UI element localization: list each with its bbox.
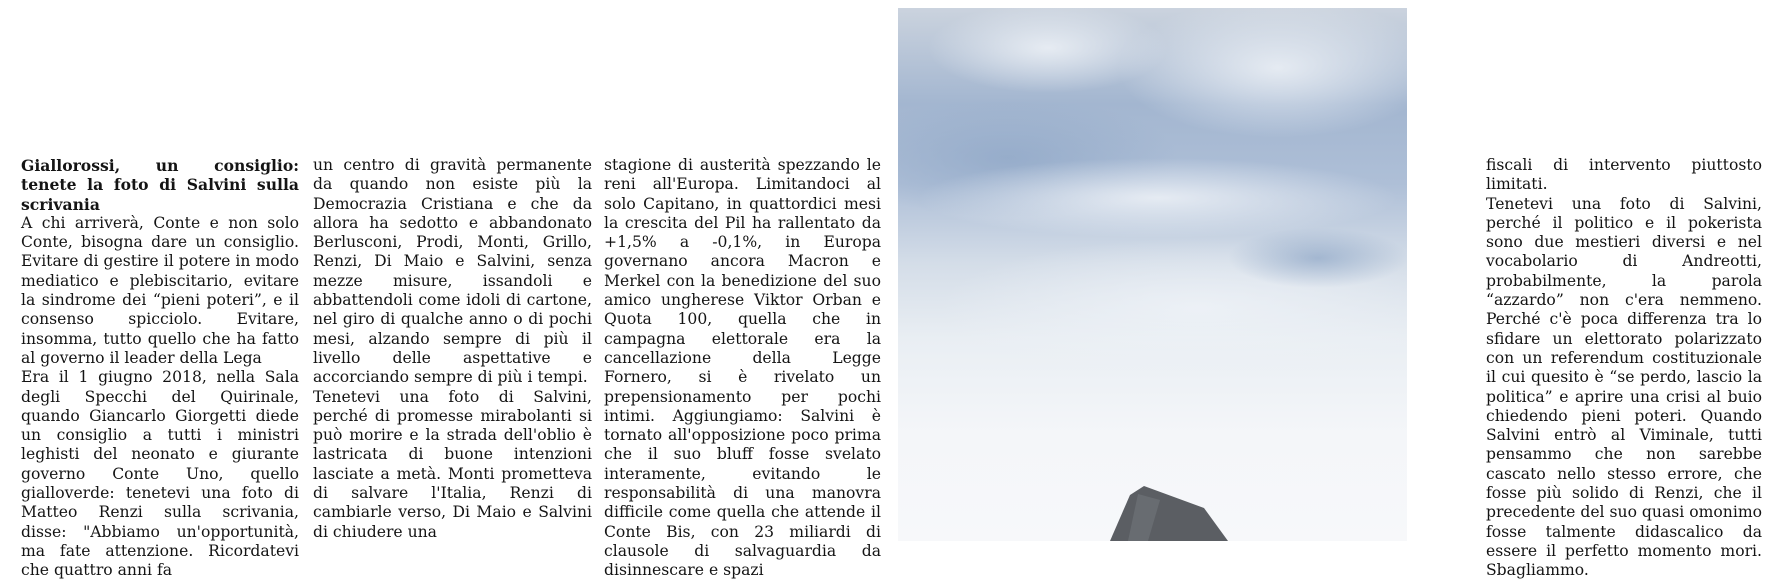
article-standfirst: A chi arriverà, Conte e non solo Conte, bisogna dare un consiglio. Evitare di gestire il potere in modo mediatico e plebiscitario, evitare la sindrome dei “pieni poteri”, e il consenso spicciolo. Evitare, insomma, tutto quello che ha fatto al governo il leader della Lega: [21, 213, 299, 367]
article-column-1: [21, 156, 299, 581]
article-paragraph: Tenetevi una foto di Salvini, perché di promesse mirabolanti si può morire e la strada dell'oblio è lastricata di buone intenzioni lasciate a metà. Monti prometteva di salvare l'Italia, Renzi di cambiarle verso, Di Maio e Salvini di chiudere una: [313, 387, 592, 541]
roof-silhouette: [1110, 486, 1228, 541]
article-paragraph: Era il 1 giugno 2018, nella Sala degli Specchi del Quirinale, quando Giancarlo Giorgetti diede un consiglio a tutti i ministri leghisti del neonato e giurante governo Conte Uno, quello gialloverde: tenetevi una foto di Matteo Renzi sulla scrivania, disse: "Abbiamo un'opportunità, ma fate attenzione. Ricordatevi che quattro anni fa: [21, 368, 299, 580]
article-paragraph: un centro di gravità permanente da quando non esiste più la Democrazia Cristiana e che da allora ha sedotto e abbandonato Berlusconi, Prodi, Monti, Grillo, Renzi, Di Maio e Salvini, senza mezze misure, issandoli e abbattendoli come idoli di cartone, nel giro di qualche anno o di pochi mesi, alzando sempre di più il livello delle aspettative e accorciando sempre di più i tempi.: [313, 156, 592, 387]
article-headline: Giallorossi, un consiglio: tenete la foto di Salvini sulla scrivania: [21, 156, 299, 214]
sky-and-roof-photo: [898, 8, 1407, 541]
article-photo: [898, 8, 1407, 541]
article-column-2: [313, 156, 592, 542]
article-column-4: [1486, 156, 1762, 581]
article-column-3: [604, 156, 881, 581]
article-paragraph: stagione di austerità spezzando le reni all'Europa. Limitandoci al solo Capitano, in quattordici mesi la crescita del Pil ha rallentato da +1,5% a -0,1%, in Europa governano ancora Macron e Merkel con la benedizione del suo amico ungherese Viktor Orban e Quota 100, quella che in campagna elettorale era la cancellazione della Legge Fornero, si è rivelato un prepensionamento per pochi intimi. Aggiungiamo: Salvini è tornato all'opposizione poco prima che il suo bluff fosse svelato interamente, evitando le responsabilità di una manovra difficile come quella che attende il Conte Bis, con 23 miliardi di clausole di salvaguardia da disinnescare e spazi: [604, 156, 881, 580]
article-paragraph: Tenetevi una foto di Salvini, perché il politico e il pokerista sono due mestieri diversi e nel vocabolario di Andreotti, probabilmente, la parola “azzardo” non c'era nemmeno. Perché c'è poca differenza tra lo sfidare un elettorato polarizzato con un referendum costituzionale il cui quesito è “se perdo, lascio la politica” e aprire una crisi al buio chiedendo pieni poteri. Quando Salvini entrò al Viminale, tutti pensammo che non sarebbe cascato nello stesso errore, che fosse più solido di Renzi, che il precedente del suo quasi omonimo fosse talmente didascalico da essere il perfetto momento mori. Sbagliammo.: [1486, 194, 1762, 580]
article-paragraph: fiscali di intervento piuttosto limitati.: [1486, 156, 1762, 194]
